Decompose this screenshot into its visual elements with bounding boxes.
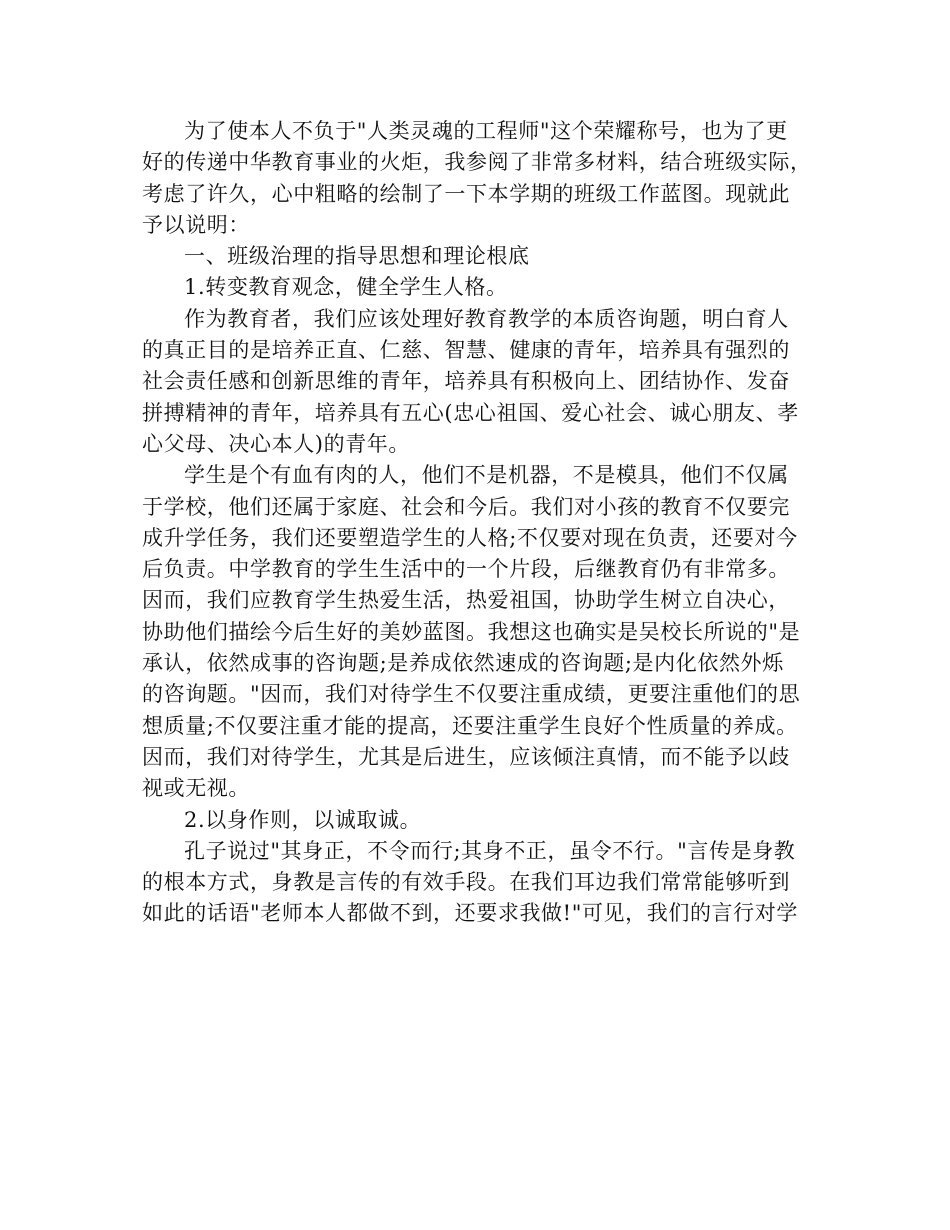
document-body bbox=[142, 116, 812, 930]
text-line: 作为教育者，我们应该处理好教育教学的本质咨询题，明白育人 bbox=[184, 306, 789, 331]
text-line: 心父母、决心本人)的青年。 bbox=[142, 431, 410, 456]
text-line: 于学校，他们还属于家庭、社会和今后。我们对小孩的教育不仅要完 bbox=[142, 494, 790, 519]
text-line: 如此的话语"老师本人都做不到，还要求我做!"可见，我们的言行对学 bbox=[142, 901, 798, 926]
text-line: 协助他们描绘今后生好的美妙蓝图。我想这也确实是吴校长所说的"是 bbox=[142, 619, 801, 644]
subsection-heading: 1.转变教育观念，健全学生人格。 bbox=[184, 275, 508, 300]
text-line: 后负责。中学教育的学生生活中的一个片段，后继教育仍有非常多。 bbox=[142, 557, 790, 582]
text-line: 因而，我们对待学生，尤其是后进生，应该倾注真情，而不能予以歧 bbox=[142, 744, 790, 769]
text-line: 学生是个有血有肉的人，他们不是机器，不是模具，他们不仅属 bbox=[184, 463, 789, 488]
text-line: 考虑了许久，心中粗略的绘制了一下本学期的班级工作蓝图。现就此 bbox=[142, 181, 790, 206]
text-line: 因而，我们应教育学生热爱生活，热爱祖国，协助学生树立自决心， bbox=[142, 588, 790, 613]
text-line: 的真正目的是培养正直、仁慈、智慧、健康的青年，培养具有强烈的 bbox=[142, 338, 790, 363]
subsection-heading: 2.以身作则，以诚取诚。 bbox=[184, 807, 422, 832]
text-line: 的咨询题。"因而，我们对待学生不仅要注重成绩，更要注重他们的思 bbox=[142, 682, 801, 707]
text-line: 想质量;不仅要注重才能的提高，还要注重学生良好个性质量的养成。 bbox=[142, 713, 798, 738]
text-line: 成升学任务，我们还要塑造学生的人格;不仅要对现在负责，还要对今 bbox=[142, 525, 798, 550]
text-line: 承认，依然成事的咨询题;是养成依然速成的咨询题;是内化依然外烁 bbox=[142, 651, 784, 676]
text-line: 予以说明： bbox=[142, 212, 250, 237]
text-line: 拼搏精神的青年，培养具有五心(忠心祖国、爱心社会、诚心朋友、孝 bbox=[142, 400, 799, 425]
text-line: 社会责任感和创新思维的青年，培养具有积极向上、团结协作、发奋 bbox=[142, 369, 790, 394]
text-line: 好的传递中华教育事业的火炬，我参阅了非常多材料，结合班级实际， bbox=[142, 150, 812, 175]
text-line: 视或无视。 bbox=[142, 776, 250, 801]
text-line: 孔子说过"其身正，不令而行;其身不正，虽令不行。"言传是身教 bbox=[184, 838, 796, 863]
section-heading: 一、班级治理的指导思想和理论根底 bbox=[184, 244, 530, 269]
text-line: 为了使本人不负于"人类灵魂的工程师"这个荣耀称号，也为了更 bbox=[184, 119, 788, 143]
text-line: 的根本方式，身教是言传的有效手段。在我们耳边我们常常能够听到 bbox=[142, 870, 790, 895]
